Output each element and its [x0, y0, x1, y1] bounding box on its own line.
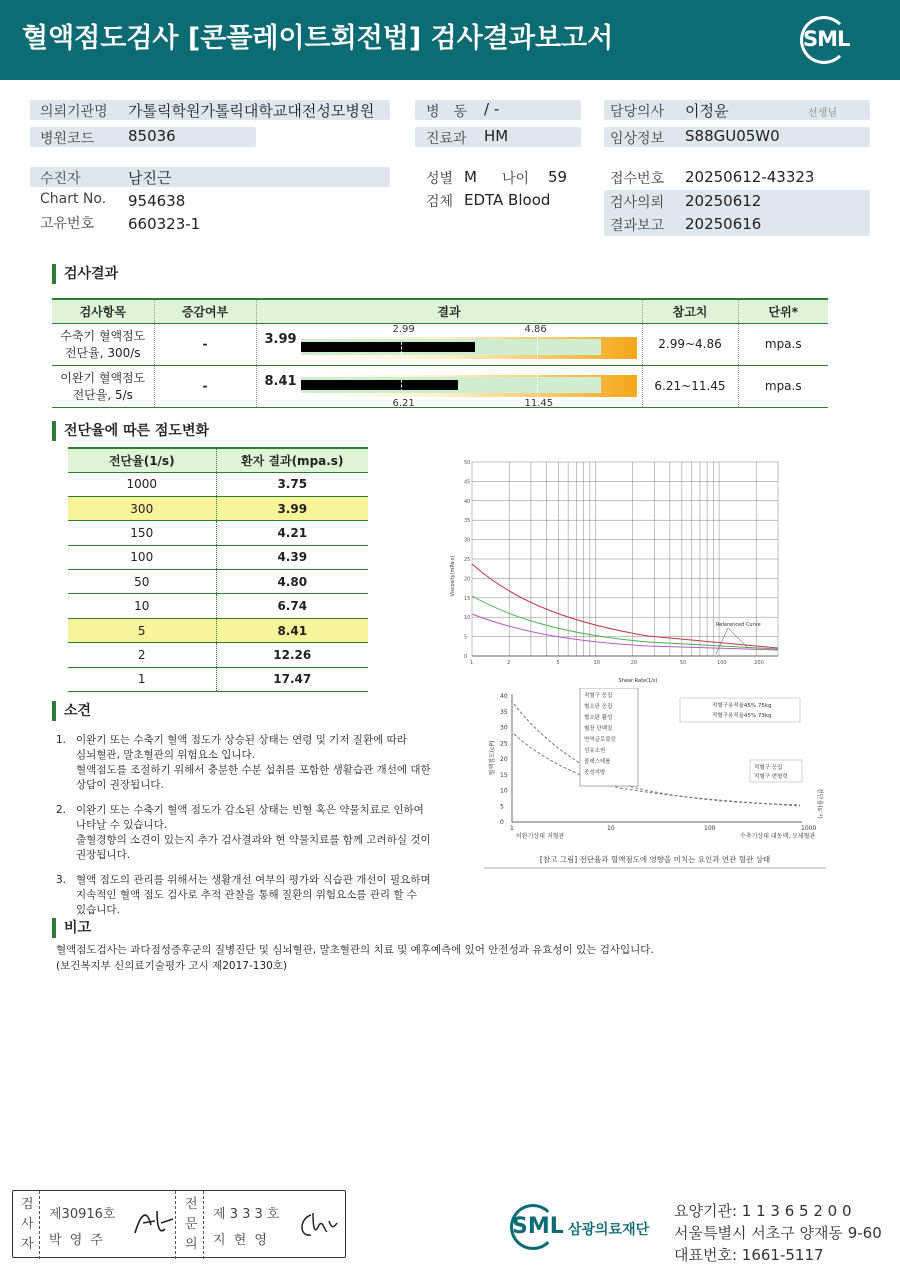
y-tick: 5: [464, 634, 468, 641]
code-value: 85036: [128, 127, 176, 145]
age-value: 59: [548, 168, 568, 186]
request-label: 검사의뢰: [610, 195, 665, 211]
unit: mpa.s: [738, 323, 828, 365]
specialist-title: 전 문 의: [185, 1197, 198, 1252]
receipt-label: 접수번호: [610, 171, 665, 187]
result-gauge-cell: [256, 365, 642, 407]
specialist-signature-icon: [295, 1209, 339, 1243]
item-name: 이완기 혈액점도 전단율, 5/s: [52, 365, 154, 407]
opinion-line: 상담이 권장됩니다.: [76, 779, 164, 791]
ward-value: / -: [484, 100, 500, 118]
doctor-suffix: 선생님: [808, 108, 837, 119]
results-table: [52, 298, 828, 408]
footer-line-3: 대표번호: 1661-5117: [674, 1246, 824, 1264]
tester-name: 박 영 주: [49, 1233, 105, 1248]
y-tick: 20: [500, 756, 508, 763]
report-header: [0, 0, 900, 80]
hospital-label: 의뢰기관명: [40, 104, 108, 120]
shear-row: [68, 472, 368, 496]
shear-rate-cell: 2: [68, 643, 216, 667]
y-tick: 45: [464, 479, 471, 486]
shear-rate-cell: 100: [68, 545, 216, 569]
item-name: 수축기 혈액점도 전단율, 300/s: [52, 323, 154, 365]
shear-rate-cell: 150: [68, 521, 216, 545]
y-tick: 50: [464, 460, 471, 466]
col-item: 검사항목: [52, 299, 154, 323]
remarks-section-title: 비고: [52, 918, 91, 938]
patient-result-cell: 3.75: [216, 472, 368, 496]
signature-box: [12, 1190, 346, 1258]
x-tick: 20: [630, 660, 638, 666]
shear-row: [68, 594, 368, 618]
age-label: 나이: [502, 171, 530, 187]
factor-label: 중성지방: [584, 770, 606, 776]
x-tick: 100: [717, 660, 727, 666]
col-shear-rate: 전단율(1/s): [68, 448, 216, 472]
shear-table: [68, 447, 368, 692]
shear-row: [68, 521, 368, 545]
ref-curve-label: Referenced Curve: [716, 622, 761, 628]
change-value: -: [154, 365, 256, 407]
col-unit: 단위*: [738, 299, 828, 323]
result-bar: [301, 342, 476, 352]
x-tick: 200: [754, 660, 764, 666]
footer-line-1: 요양기관: 1 1 3 6 5 2 0 0: [674, 1202, 852, 1220]
report-date-label: 결과보고: [610, 218, 665, 234]
factor-label: 콜레스테롤: [584, 759, 611, 765]
y-tick: 35: [500, 708, 508, 716]
code-label: 병원코드: [40, 131, 95, 147]
ref-range: 6.21~11.45: [642, 365, 738, 407]
footer-line-2: 서울특별시 서초구 양재동 9-60: [674, 1224, 882, 1242]
opinion-item: 3. 혈액 점도의 관리를 위해서는 생활개선 여부의 평가와 식습관 개선이 필요하며 지속적인 혈액 점도 검사로 추적 관찰을 통해 질환의 위험요소를 관리 할 수 있습니다.: [56, 873, 466, 918]
id-label: 고유번호: [40, 216, 95, 232]
shear-rate-cell: 50: [68, 570, 216, 594]
clinical-value: S88GU05W0: [685, 127, 780, 145]
opinion-line: 나타날 수 있습니다.: [76, 819, 168, 831]
result-gauge-cell: [256, 323, 642, 365]
patient-result-cell: 4.21: [216, 521, 368, 545]
chart-label: Chart No.: [40, 191, 107, 207]
shear-section-title: 전단율에 따른 점도변화: [52, 421, 209, 441]
x-tick: 50: [679, 660, 687, 666]
patient-result-cell: 4.80: [216, 570, 368, 594]
box2-line: 적혈구 응집: [754, 765, 783, 771]
opinion-line: 혈액 점도의 관리를 위해서는 생활개선 여부의 평가와 식습관 개선이 필요하며: [76, 874, 431, 886]
opinion-line: 권장됩니다.: [76, 849, 131, 861]
id-value: 660323-1: [128, 215, 201, 233]
chart-value: 954638: [128, 192, 186, 210]
y-tick: 25: [500, 740, 508, 748]
result-gauge: [301, 368, 637, 409]
receipt-value: 20250612-43323: [685, 168, 815, 186]
sex-label: 성별: [426, 171, 454, 187]
footer-logo: SML 삼광의료재단: [510, 1200, 660, 1256]
y-tick: 10: [500, 787, 508, 795]
result-row-systolic: [52, 323, 828, 365]
factor-label: 혈소판 활성: [584, 715, 613, 721]
tester-title: 검 사 자: [21, 1197, 34, 1252]
col-result: 결과: [256, 299, 642, 323]
patient-bar: [30, 167, 390, 187]
opinion-item: 2. 이완기 또는 수축기 혈액 점도가 감소된 상태는 빈혈 혹은 약물치료로 인하여 나타날 수 있습니다. 출혈경향의 소견이 있는지 추가 검사결과와 현 약물치료를 함께 고려하실 것이 권장됩니다.: [56, 803, 466, 863]
shear-rate-cell: 1: [68, 667, 216, 691]
opinion-line: 이완기 또는 수축기 혈액 점도가 감소된 상태는 빈혈 혹은 약물치료로 인하여: [76, 804, 424, 816]
x-tick: 1: [470, 660, 474, 666]
x-tick: 5: [556, 660, 560, 666]
x-tick: 2: [507, 660, 511, 666]
patient-result-cell: 8.41: [216, 618, 368, 642]
ref-high-tick: 11.45: [524, 398, 554, 409]
y-tick: 30: [500, 724, 508, 732]
y-tick: 20: [464, 576, 471, 583]
curve-red: [472, 564, 778, 648]
y-tick: 0: [464, 654, 468, 660]
specialist-name: 지 현 영: [213, 1233, 269, 1248]
shear-row: [68, 618, 368, 642]
factor-label: 섬유소원: [584, 748, 606, 754]
y-tick: 30: [464, 537, 471, 544]
clinical-label: 임상정보: [610, 131, 665, 147]
patient-label: 수진자: [40, 171, 81, 187]
result-bar: [301, 380, 459, 390]
patient-result-cell: 17.47: [216, 667, 368, 691]
patient-result-cell: 12.26: [216, 643, 368, 667]
x-right-label: 수축기상태 대동맥, 모세혈관: [740, 833, 816, 840]
request-value: 20250612: [685, 192, 762, 210]
y-axis-label: 혈액점도(cP): [489, 740, 496, 776]
hospital-value: 가톨릭학원가톨릭대학교대전성모병원: [128, 102, 375, 120]
specimen-label: 검체: [426, 194, 454, 210]
doctor-label: 담당의사: [610, 104, 665, 120]
footer-org: 삼광의료재단: [568, 1222, 650, 1238]
right-label: 전단율(s⁻¹): [816, 788, 823, 819]
shear-rate-cell: 300: [68, 496, 216, 520]
shear-row: [68, 570, 368, 594]
report-title: 혈액점도검사 [콘플레이트회전법] 검사결과보고서: [22, 23, 614, 54]
sml-logo: SML: [800, 16, 856, 64]
factor-label: 적혈구 응집: [584, 693, 613, 699]
x-tick: 1: [510, 825, 514, 832]
ref-range: 2.99~4.86: [642, 323, 738, 365]
sex-value: M: [464, 168, 477, 186]
result-value: 3.99: [264, 331, 297, 347]
patient-result-cell: 4.39: [216, 545, 368, 569]
y-tick: 40: [500, 693, 508, 700]
specialist-license: 제 3 3 3 호: [213, 1207, 280, 1222]
opinion-line: 혈액점도를 조절하기 위해서 충분한 수분 섭취를 포함한 생활습관 개선에 대한: [76, 764, 431, 776]
shear-rate-cell: 1000: [68, 472, 216, 496]
result-gauge: [301, 324, 637, 358]
patient-result-cell: 3.99: [216, 496, 368, 520]
x-left-label: 이완기상태 저혈관: [516, 833, 565, 840]
viscosity-chart: [448, 456, 788, 686]
shear-row: [68, 496, 368, 520]
shear-rate-cell: 10: [68, 594, 216, 618]
y-tick: 5: [500, 803, 504, 811]
change-value: -: [154, 323, 256, 365]
opinion-line: 심뇌혈관, 말초혈관의 위험요소 입니다.: [76, 749, 255, 761]
ref-low-tick: 6.21: [392, 398, 415, 409]
report-date-value: 20250616: [685, 215, 762, 233]
tester-signature-icon: [131, 1205, 175, 1241]
opinion-item: 1. 이완기 또는 수축기 혈액 점도가 상승된 상태는 연령 및 기저 질환에 따라 심뇌혈관, 말초혈관의 위험요소 입니다. 혈액점도를 조절하기 위해서 충분한 수분 섭취를 포함한 생활습관 개선에 대한 상담이 권장됩니다.: [56, 733, 466, 793]
legend-75kg: 적혈구용적율45% 75kg: [712, 703, 772, 709]
opinion-line: 출혈경향의 소견이 있는지 추가 검사결과와 현 약물치료를 함께 고려하실 것이: [76, 834, 431, 846]
factor-label: 면역글로불린: [584, 737, 616, 743]
x-tick: 100: [704, 825, 716, 832]
col-change: 증감여부: [154, 299, 256, 323]
patient-value: 남진근: [128, 169, 172, 187]
factor-label: 혈장 단백질: [584, 726, 613, 732]
legend-73kg: 적혈구용적율45% 73kg: [712, 713, 772, 719]
shear-row: [68, 545, 368, 569]
result-value: 8.41: [264, 373, 297, 389]
reference-figure: [480, 688, 830, 870]
y-tick: 15: [464, 595, 471, 602]
dept-label: 진료과: [426, 131, 467, 147]
y-tick: 25: [464, 557, 471, 563]
opinion-section-title: 소견: [52, 701, 91, 721]
doctor-value: 이정윤: [685, 102, 729, 120]
y-tick: 40: [464, 498, 471, 505]
dept-value: HM: [484, 127, 509, 145]
remarks-line-2: (보건복지부 신의료기술평가 고시 제2017-130호): [56, 960, 288, 972]
shear-row: [68, 667, 368, 691]
y-tick: 10: [464, 615, 471, 622]
col-patient-result: 환자 결과(mpa.s): [216, 448, 368, 472]
x-tick: 10: [593, 660, 600, 666]
y-tick: 35: [464, 518, 471, 525]
x-axis-label: Shear Rate(1/s): [618, 678, 658, 684]
specimen-value: EDTA Blood: [464, 191, 551, 209]
result-row-diastolic: [52, 365, 828, 407]
ref-low-tick: 2.99: [392, 324, 415, 335]
y-tick: 15: [500, 771, 508, 779]
opinion-line: 지속적인 혈액 점도 검사로 추적 관찰을 통해 질환의 위험요소를 관리 할 수: [76, 889, 418, 901]
shear-rate-cell: 5: [68, 618, 216, 642]
box2-line: 적혈구 변형력: [754, 774, 788, 780]
tester-license: 제30916호: [49, 1207, 116, 1222]
ref-high-tick: 4.86: [524, 324, 547, 335]
figure-caption: [참고 그림] 전단율과 혈액점도에 영향을 미치는 요인과 연관 혈관 상태: [539, 855, 771, 864]
unit: mpa.s: [738, 365, 828, 407]
y-axis-label: Viscosity(mPa·s): [450, 555, 456, 597]
ward-label: 병 동: [426, 104, 468, 120]
y-tick: 0: [500, 819, 504, 826]
col-ref: 참고치: [642, 299, 738, 323]
shear-row: [68, 643, 368, 667]
x-tick: 10: [607, 825, 615, 832]
opinion-line: 있습니다.: [76, 904, 120, 916]
x-tick: 1000: [801, 825, 817, 832]
opinion-line: 이완기 또는 수축기 혈액 점도가 상승된 상태는 연령 및 기저 질환에 따라: [76, 734, 407, 746]
results-section-title: 검사결과: [52, 264, 118, 284]
remarks-line-1: 혈액점도검사는 과다점성증후군의 질병진단 및 심뇌혈관, 말초혈관의 치료 및 예후예측에 있어 안전성과 유효성이 있는 검사입니다.: [56, 944, 654, 956]
patient-result-cell: 6.74: [216, 594, 368, 618]
factor-label: 혈소판 응집: [584, 704, 613, 710]
